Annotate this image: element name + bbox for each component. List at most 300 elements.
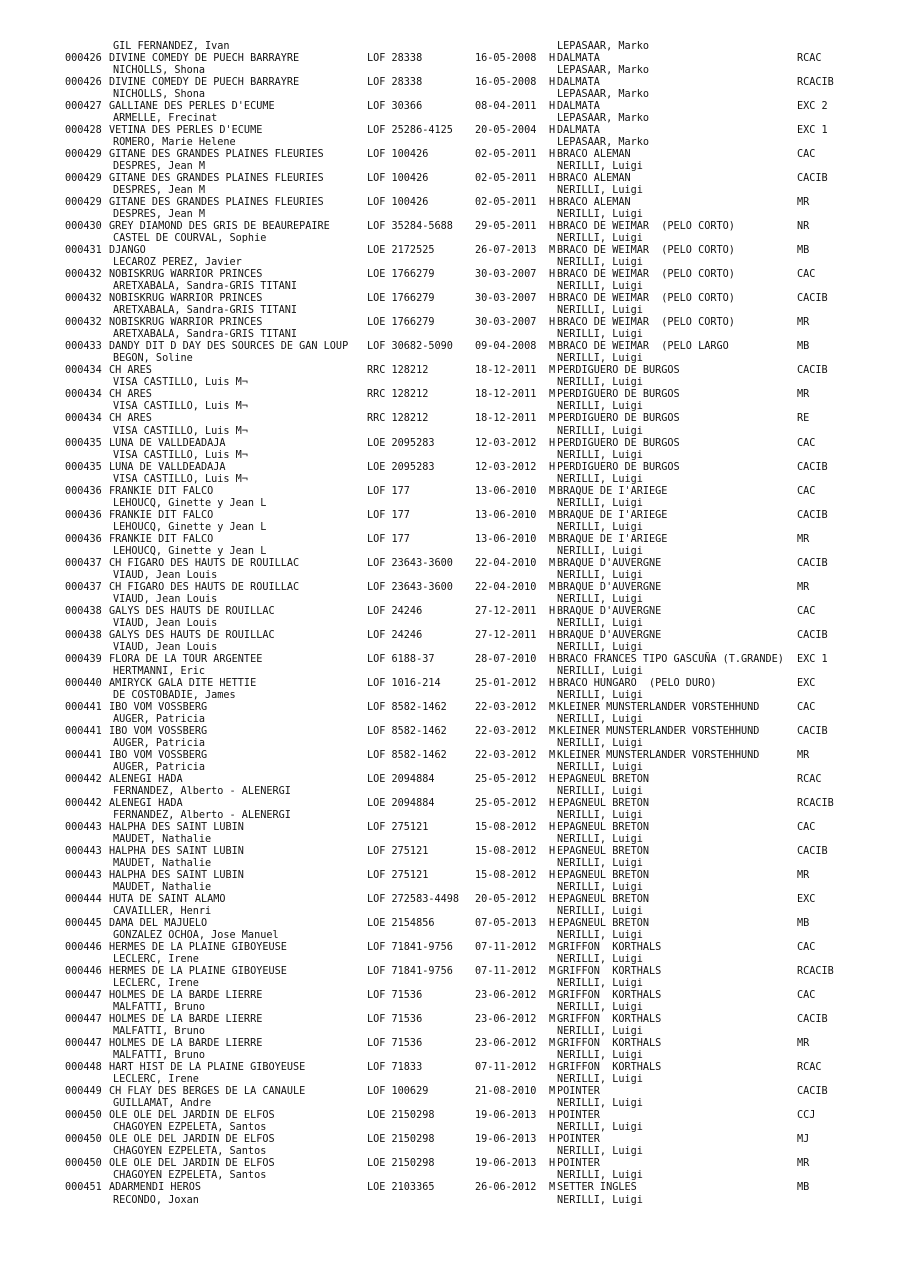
entry-line <box>0 221 905 233</box>
owner-name: ARETXABALA, Sandra-GRIS TITANI <box>113 281 298 293</box>
breed: EPAGNEUL BRETON <box>557 846 650 858</box>
entry-line <box>0 630 905 642</box>
owner-name: FERNANDEZ, Alberto - ALENERGI <box>113 785 291 797</box>
award: RCAC <box>797 1062 822 1074</box>
entry-line <box>0 486 905 498</box>
owner-name: CASTEL DE COURVAL, Sophie <box>113 233 267 245</box>
birth-date: 15-08-2012 <box>475 822 537 834</box>
registry-number: LOF 71833 <box>367 1062 423 1074</box>
entry-line <box>0 438 905 450</box>
breed: BRACO ALEMAN <box>557 197 631 209</box>
sex: H <box>549 605 556 617</box>
entry-line <box>0 534 905 546</box>
sex: H <box>549 461 556 473</box>
award: MR <box>797 389 810 401</box>
breed: BRACO FRANCES TIPO GASCUÑA (T.GRANDE) <box>557 653 784 665</box>
breed: DALMATA <box>557 77 600 89</box>
entry-line <box>0 822 905 834</box>
judge-name: NERILLI, Luigi <box>557 689 643 701</box>
birth-date: 07-11-2012 <box>475 1062 537 1074</box>
judge-name: NERILLI, Luigi <box>557 1074 643 1086</box>
breed: BRAQUE DE I'ARIEGE <box>557 533 668 545</box>
birth-date: 25-05-2012 <box>475 773 537 785</box>
birth-date: 22-03-2012 <box>475 725 537 737</box>
judge-name: NERILLI, Luigi <box>557 281 643 293</box>
judge-name: NERILLI, Luigi <box>557 185 643 197</box>
owner-name: MALFATTI, Bruno <box>113 1002 206 1014</box>
birth-date: 22-04-2010 <box>475 557 537 569</box>
award: MR <box>797 1038 810 1050</box>
sex: H <box>549 293 556 305</box>
entry-number: 000441 <box>65 725 102 737</box>
judge-name: NERILLI, Luigi <box>557 930 643 942</box>
owner-line <box>0 954 905 966</box>
entry-number: 000431 <box>65 245 102 257</box>
entry-line <box>0 1158 905 1170</box>
judge-name: NERILLI, Luigi <box>557 545 643 557</box>
judge-name: LEPASAAR, Marko <box>557 65 650 77</box>
owner-name: VIAUD, Jean Louis <box>113 569 218 581</box>
owner-line <box>0 978 905 990</box>
birth-date: 25-01-2012 <box>475 677 537 689</box>
dog-name: CH FLAY DES BERGES DE LA CANAULE <box>109 1086 306 1098</box>
entry-number: 000429 <box>65 197 102 209</box>
entry-line <box>0 77 905 89</box>
dog-name: OLE OLE DEL JARDIN DE ELFOS <box>109 1158 275 1170</box>
owner-line <box>0 1098 905 1110</box>
entry-number: 000450 <box>65 1134 102 1146</box>
owner-name: GIL FERNANDEZ, Ivan <box>113 41 230 52</box>
sex: H <box>549 149 556 161</box>
dog-name: CH ARES <box>109 389 152 401</box>
registry-number: LOF 177 <box>367 485 410 497</box>
entry-line <box>0 462 905 474</box>
entry-line <box>0 582 905 594</box>
award: CACIB <box>797 293 828 305</box>
entry-number: 000428 <box>65 125 102 137</box>
judge-name: NERILLI, Luigi <box>557 858 643 870</box>
judge-name: NERILLI, Luigi <box>557 713 643 725</box>
judge-name: NERILLI, Luigi <box>557 209 643 221</box>
birth-date: 18-12-2011 <box>475 413 537 425</box>
dog-name: ALENEGI HADA <box>109 773 183 785</box>
sex: H <box>549 197 556 209</box>
sex: H <box>549 677 556 689</box>
judge-name: LEPASAAR, Marko <box>557 113 650 125</box>
entry-number: 000441 <box>65 701 102 713</box>
judge-name: NERILLI, Luigi <box>557 761 643 773</box>
judge-name: NERILLI, Luigi <box>557 737 643 749</box>
award: MR <box>797 197 810 209</box>
birth-date: 15-08-2012 <box>475 846 537 858</box>
entry-number: 000438 <box>65 605 102 617</box>
judge-name: NERILLI, Luigi <box>557 906 643 918</box>
dog-name: DANDY DIT D DAY DES SOURCES DE GAN LOUP <box>109 341 349 353</box>
sex: M <box>549 942 556 954</box>
judge-name: NERILLI, Luigi <box>557 1002 643 1014</box>
registry-number: LOE 1766279 <box>367 269 435 281</box>
entry-number: 000432 <box>65 269 102 281</box>
owner-line <box>0 1074 905 1086</box>
owner-line <box>0 522 905 534</box>
owner-line <box>0 281 905 293</box>
owner-line <box>0 786 905 798</box>
award: RCAC <box>797 53 822 65</box>
entry-number: 000426 <box>65 77 102 89</box>
award: CAC <box>797 822 816 834</box>
dog-name: OLE OLE DEL JARDIN DE ELFOS <box>109 1134 275 1146</box>
owner-line <box>0 1122 905 1134</box>
breed: DALMATA <box>557 101 600 113</box>
award: RCACIB <box>797 797 834 809</box>
breed: GRIFFON KORTHALS <box>557 966 662 978</box>
entry-number: 000443 <box>65 846 102 858</box>
breed: POINTER <box>557 1134 600 1146</box>
sex: H <box>549 1158 556 1170</box>
registry-number: LOF 28338 <box>367 53 423 65</box>
sex: H <box>549 1110 556 1122</box>
sex: H <box>549 53 556 65</box>
birth-date: 02-05-2011 <box>475 173 537 185</box>
judge-name: NERILLI, Luigi <box>557 641 643 653</box>
registry-number: LOE 2103365 <box>367 1182 435 1194</box>
breed: KLEINER MUNSTERLANDER VORSTEHHUND <box>557 725 760 737</box>
dog-name: HOLMES DE LA BARDE LIERRE <box>109 990 263 1002</box>
entry-line <box>0 341 905 353</box>
award: NR <box>797 221 810 233</box>
entry-number: 000429 <box>65 149 102 161</box>
sex: H <box>549 1062 556 1074</box>
breed: BRACO DE WEIMAR (PELO CORTO) <box>557 293 735 305</box>
owner-line <box>0 1195 905 1207</box>
birth-date: 30-03-2007 <box>475 269 537 281</box>
judge-name: NERILLI, Luigi <box>557 882 643 894</box>
owner-name: DESPRES, Jean M <box>113 209 206 221</box>
entry-line <box>0 966 905 978</box>
breed: BRAQUE D'AUVERGNE <box>557 581 662 593</box>
judge-name: NERILLI, Luigi <box>557 834 643 846</box>
sex: H <box>549 653 556 665</box>
dog-name: DIVINE COMEDY DE PUECH BARRAYRE <box>109 77 300 89</box>
owner-name: RECONDO, Joxan <box>113 1194 199 1206</box>
sex: H <box>549 77 556 89</box>
registry-number: RRC 128212 <box>367 413 429 425</box>
sex: H <box>549 1134 556 1146</box>
owner-name: MAUDET, Nathalie <box>113 858 212 870</box>
birth-date: 20-05-2012 <box>475 894 537 906</box>
breed: EPAGNEUL BRETON <box>557 822 650 834</box>
birth-date: 29-05-2011 <box>475 221 537 233</box>
owner-name: ARETXABALA, Sandra-GRIS TITANI <box>113 305 298 317</box>
entry-line <box>0 918 905 930</box>
owner-name: CHAGOYEN EZPELETA, Santos <box>113 1170 267 1182</box>
owner-line <box>0 882 905 894</box>
entry-number: 000451 <box>65 1182 102 1194</box>
birth-date: 02-05-2011 <box>475 149 537 161</box>
owner-name: MAUDET, Nathalie <box>113 834 212 846</box>
registry-number: LOE 2095283 <box>367 437 435 449</box>
sex: H <box>549 125 556 137</box>
sex: M <box>549 509 556 521</box>
entry-line <box>0 1110 905 1122</box>
owner-line <box>0 329 905 341</box>
owner-name: LECLERC, Irene <box>113 978 199 990</box>
owner-name: LECAROZ PEREZ, Javier <box>113 257 242 269</box>
birth-date: 07-11-2012 <box>475 966 537 978</box>
registry-number: LOF 272583-4498 <box>367 894 460 906</box>
entry-number: 000434 <box>65 389 102 401</box>
entry-number: 000439 <box>65 653 102 665</box>
owner-name: ARETXABALA, Sandra-GRIS TITANI <box>113 329 298 341</box>
entry-number: 000426 <box>65 53 102 65</box>
award: CCJ <box>797 1110 816 1122</box>
owner-line <box>0 906 905 918</box>
owner-name: NICHOLLS, Shona <box>113 65 206 77</box>
owner-name: ARMELLE, Frecinat <box>113 113 218 125</box>
award: CACIB <box>797 509 828 521</box>
dog-name: FRANKIE DIT FALCO <box>109 485 214 497</box>
owner-line <box>0 1026 905 1038</box>
registry-number: RRC 128212 <box>367 365 429 377</box>
breed: POINTER <box>557 1110 600 1122</box>
owner-name: DE COSTOBADIE, James <box>113 689 236 701</box>
sex: M <box>549 557 556 569</box>
owner-line <box>0 594 905 606</box>
sex: M <box>549 389 556 401</box>
owner-name: CAVAILLER, Henri <box>113 906 212 918</box>
owner-line <box>0 642 905 654</box>
owner-line <box>0 546 905 558</box>
owner-name: CHAGOYEN EZPELETA, Santos <box>113 1122 267 1134</box>
dog-name: NOBISKRUG WARRIOR PRINCES <box>109 269 263 281</box>
registry-number: LOF 177 <box>367 533 410 545</box>
entry-line <box>0 870 905 882</box>
entry-line <box>0 798 905 810</box>
judge-name: NERILLI, Luigi <box>557 353 643 365</box>
birth-date: 23-06-2012 <box>475 990 537 1002</box>
judge-name: NERILLI, Luigi <box>557 1146 643 1158</box>
registry-number: LOF 275121 <box>367 822 429 834</box>
owner-line <box>0 738 905 750</box>
owner-line <box>0 762 905 774</box>
sex: H <box>549 797 556 809</box>
award: CAC <box>797 942 816 954</box>
sex: M <box>549 533 556 545</box>
entry-number: 000449 <box>65 1086 102 1098</box>
birth-date: 30-03-2007 <box>475 293 537 305</box>
owner-line <box>0 618 905 630</box>
judge-name: NERILLI, Luigi <box>557 1122 643 1134</box>
owner-line <box>0 450 905 462</box>
award: RE <box>797 413 810 425</box>
judge-name: NERILLI, Luigi <box>557 1026 643 1038</box>
award: MR <box>797 533 810 545</box>
sex: M <box>549 413 556 425</box>
birth-date: 26-07-2013 <box>475 245 537 257</box>
birth-date: 19-06-2013 <box>475 1134 537 1146</box>
owner-line <box>0 834 905 846</box>
judge-name: NERILLI, Luigi <box>557 257 643 269</box>
judge-name: NERILLI, Luigi <box>557 1050 643 1062</box>
entry-number: 000436 <box>65 485 102 497</box>
sex: M <box>549 1038 556 1050</box>
sex: M <box>549 725 556 737</box>
birth-date: 18-12-2011 <box>475 389 537 401</box>
award: RCAC <box>797 773 822 785</box>
award: EXC 1 <box>797 653 828 665</box>
entry-number: 000434 <box>65 413 102 425</box>
entry-number: 000432 <box>65 293 102 305</box>
award: MR <box>797 581 810 593</box>
entry-number: 000446 <box>65 966 102 978</box>
entry-number: 000446 <box>65 942 102 954</box>
registry-number: LOF 28338 <box>367 77 423 89</box>
owner-line <box>0 1146 905 1158</box>
birth-date: 19-06-2013 <box>475 1110 537 1122</box>
birth-date: 22-03-2012 <box>475 701 537 713</box>
entry-number: 000445 <box>65 918 102 930</box>
breed: PERDIGUERO DE BURGOS <box>557 389 680 401</box>
owner-line <box>0 401 905 413</box>
breed: BRAQUE D'AUVERGNE <box>557 557 662 569</box>
owner-name: LEHOUCQ, Ginette y Jean L <box>113 497 267 509</box>
dog-name: HALPHA DES SAINT LUBIN <box>109 870 244 882</box>
sex: H <box>549 317 556 329</box>
award: EXC 2 <box>797 101 828 113</box>
owner-name: VIAUD, Jean Louis <box>113 617 218 629</box>
birth-date: 13-06-2010 <box>475 509 537 521</box>
sex: H <box>549 773 556 785</box>
entry-line <box>0 1134 905 1146</box>
owner-line <box>0 41 905 53</box>
entry-number: 000450 <box>65 1158 102 1170</box>
registry-number: LOF 8582-1462 <box>367 749 447 761</box>
dog-name: HERMES DE LA PLAINE GIBOYEUSE <box>109 966 287 978</box>
judge-name: NERILLI, Luigi <box>557 1098 643 1110</box>
birth-date: 13-06-2010 <box>475 485 537 497</box>
judge-name: NERILLI, Luigi <box>557 425 643 437</box>
entry-number: 000437 <box>65 557 102 569</box>
owner-line <box>0 185 905 197</box>
entry-number: 000430 <box>65 221 102 233</box>
owner-name: VISA CASTILLO, Luis M¬ <box>113 449 248 461</box>
award: MR <box>797 1158 810 1170</box>
entry-line <box>0 990 905 1002</box>
registry-number: LOE 2150298 <box>367 1134 435 1146</box>
sex: H <box>549 221 556 233</box>
judge-name: NERILLI, Luigi <box>557 329 643 341</box>
owner-line <box>0 666 905 678</box>
award: CAC <box>797 990 816 1002</box>
entry-line <box>0 149 905 161</box>
sex: M <box>549 749 556 761</box>
dog-name: GREY DIAMOND DES GRIS DE BEAUREPAIRE <box>109 221 330 233</box>
registry-number: LOF 71536 <box>367 1014 423 1026</box>
registry-number: LOF 71536 <box>367 1038 423 1050</box>
owner-name: FERNANDEZ, Alberto - ALENERGI <box>113 810 291 821</box>
birth-date: 07-11-2012 <box>475 942 537 954</box>
breed: DALMATA <box>557 53 600 65</box>
breed: BRACO DE WEIMAR (PELO CORTO) <box>557 245 735 257</box>
birth-date: 09-04-2008 <box>475 341 537 353</box>
entry-number: 000433 <box>65 341 102 353</box>
judge-name: NERILLI, Luigi <box>557 401 643 413</box>
entry-number: 000442 <box>65 773 102 785</box>
entry-line <box>0 173 905 185</box>
dog-name: LUNA DE VALLDEADAJA <box>109 437 226 449</box>
entry-number: 000450 <box>65 1110 102 1122</box>
registry-number: LOF 71841-9756 <box>367 966 453 978</box>
birth-date: 19-06-2013 <box>475 1158 537 1170</box>
entry-number: 000435 <box>65 461 102 473</box>
breed: GRIFFON KORTHALS <box>557 1014 662 1026</box>
owner-line <box>0 65 905 77</box>
entry-line <box>0 245 905 257</box>
dog-name: HERMES DE LA PLAINE GIBOYEUSE <box>109 942 287 954</box>
dog-name: HOLMES DE LA BARDE LIERRE <box>109 1014 263 1026</box>
registry-number: LOF 71536 <box>367 990 423 1002</box>
entry-line <box>0 101 905 113</box>
breed: BRACO HUNGARO (PELO DURO) <box>557 677 717 689</box>
owner-line <box>0 570 905 582</box>
sex: H <box>549 173 556 185</box>
dog-name: IBO VOM VOSSBERG <box>109 725 208 737</box>
dog-name: VETINA DES PERLES D'ECUME <box>109 125 263 137</box>
dog-name: NOBISKRUG WARRIOR PRINCES <box>109 293 263 305</box>
judge-name: NERILLI, Luigi <box>557 569 643 581</box>
registry-number: LOF 1016-214 <box>367 677 441 689</box>
birth-date: 27-12-2011 <box>475 629 537 641</box>
registry-number: LOF 275121 <box>367 846 429 858</box>
owner-name: MALFATTI, Bruno <box>113 1026 206 1038</box>
entry-number: 000448 <box>65 1062 102 1074</box>
birth-date: 12-03-2012 <box>475 437 537 449</box>
entry-number: 000434 <box>65 365 102 377</box>
judge-name: NERILLI, Luigi <box>557 1194 643 1206</box>
dog-name: LUNA DE VALLDEADAJA <box>109 461 226 473</box>
breed: KLEINER MUNSTERLANDER VORSTEHHUND <box>557 749 760 761</box>
entry-line <box>0 942 905 954</box>
breed: BRAQUE D'AUVERGNE <box>557 605 662 617</box>
breed: BRACO DE WEIMAR (PELO CORTO) <box>557 269 735 281</box>
birth-date: 13-06-2010 <box>475 533 537 545</box>
award: CACIB <box>797 557 828 569</box>
breed: KLEINER MUNSTERLANDER VORSTEHHUND <box>557 701 760 713</box>
judge-name: NERILLI, Luigi <box>557 1170 643 1182</box>
entry-line <box>0 726 905 738</box>
entry-line <box>0 678 905 690</box>
entry-line <box>0 1062 905 1074</box>
owner-line <box>0 113 905 125</box>
owner-name: CHAGOYEN EZPELETA, Santos <box>113 1146 267 1158</box>
dog-name: GITANE DES GRANDES PLAINES FLEURIES <box>109 173 324 185</box>
birth-date: 23-06-2012 <box>475 1014 537 1026</box>
award: CACIB <box>797 1086 828 1098</box>
registry-number: LOF 24246 <box>367 629 423 641</box>
birth-date: 16-05-2008 <box>475 77 537 89</box>
sex: M <box>549 341 556 353</box>
dog-name: AMIRYCK GALA DITE HETTIE <box>109 677 257 689</box>
registry-number: LOF 24246 <box>367 605 423 617</box>
dog-name: GALYS DES HAUTS DE ROUILLAC <box>109 605 275 617</box>
award: CACIB <box>797 725 828 737</box>
registry-number: LOF 8582-1462 <box>367 725 447 737</box>
owner-line <box>0 305 905 317</box>
owner-name: MALFATTI, Bruno <box>113 1050 206 1062</box>
judge-name: NERILLI, Luigi <box>557 449 643 461</box>
entry-number: 000437 <box>65 581 102 593</box>
sex: M <box>549 1182 556 1194</box>
